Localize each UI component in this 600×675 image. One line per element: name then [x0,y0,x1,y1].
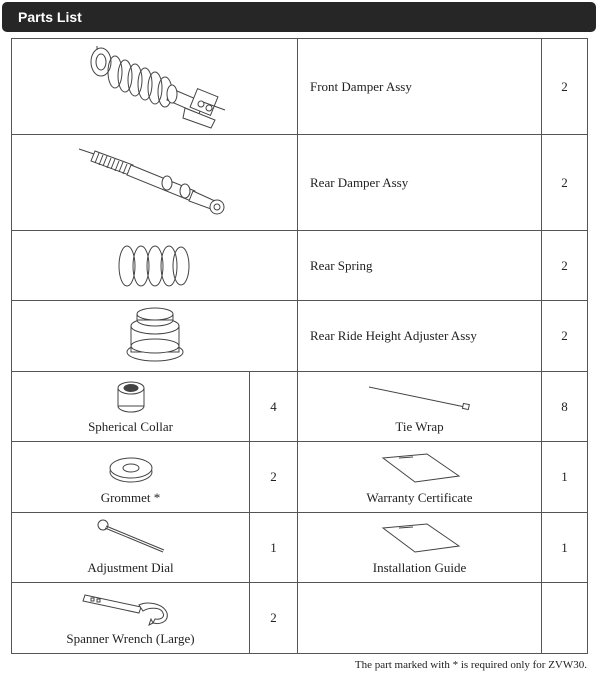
table-row [12,372,588,442]
tie-wrap-icon [365,381,475,415]
quantity-value: 2 [250,583,298,654]
table-row [12,513,588,583]
part-name: Grommet * [100,490,161,505]
page-title: Parts List [18,9,82,25]
part-name: Adjustment Dial [87,560,174,575]
front-damper-icon [75,44,235,130]
parts-table [11,38,588,654]
spanner-wrench-cell [12,583,250,654]
quantity-value: 8 [542,372,588,442]
grommet-icon [106,454,156,486]
list-item: Rear Spring [298,231,542,301]
quantity-value: 4 [250,372,298,442]
installation-guide-cell [298,513,542,583]
quantity-value: 2 [250,442,298,513]
warranty-certificate-icon [375,452,465,486]
table-row [12,135,588,231]
spherical-collar-cell [12,372,250,442]
front-damper-image-cell [12,39,298,135]
rear-damper-icon [75,143,235,223]
footnote: The part marked with * is required only for ZVW30. [354,659,587,671]
list-item: Front Damper Assy [298,39,542,135]
empty-cell [542,583,588,654]
rear-spring-icon [115,241,195,291]
installation-guide-icon [375,522,465,556]
quantity-value: 2 [542,301,588,372]
spherical-collar-icon [111,379,151,415]
table-row [12,231,588,301]
parts-list-header [2,2,596,32]
tie-wrap-cell [298,372,542,442]
quantity-value: 2 [542,39,588,135]
grommet-cell [12,442,250,513]
table-row [12,442,588,513]
ride-height-adjuster-image-cell [12,301,298,372]
quantity-value: 2 [542,231,588,301]
list-item: Rear Damper Assy [298,135,542,231]
quantity-value: 1 [542,513,588,583]
part-name: Warranty Certificate [366,490,473,505]
quantity-value: 2 [542,135,588,231]
warranty-certificate-cell [298,442,542,513]
list-item: Rear Ride Height Adjuster Assy [298,301,542,372]
quantity-value: 1 [542,442,588,513]
adjustment-dial-icon [91,518,171,556]
table-row [12,583,588,654]
part-name: Spherical Collar [88,419,173,434]
adjustment-dial-cell [12,513,250,583]
rear-damper-image-cell [12,135,298,231]
spanner-wrench-icon [81,591,181,627]
ride-height-adjuster-icon [120,306,190,366]
part-name: Installation Guide [372,560,467,575]
empty-cell [298,583,542,654]
quantity-value: 1 [250,513,298,583]
table-row [12,39,588,135]
rear-spring-image-cell [12,231,298,301]
part-name: Tie Wrap [395,419,444,434]
part-name: Spanner Wrench (Large) [66,631,195,646]
table-row [12,301,588,372]
